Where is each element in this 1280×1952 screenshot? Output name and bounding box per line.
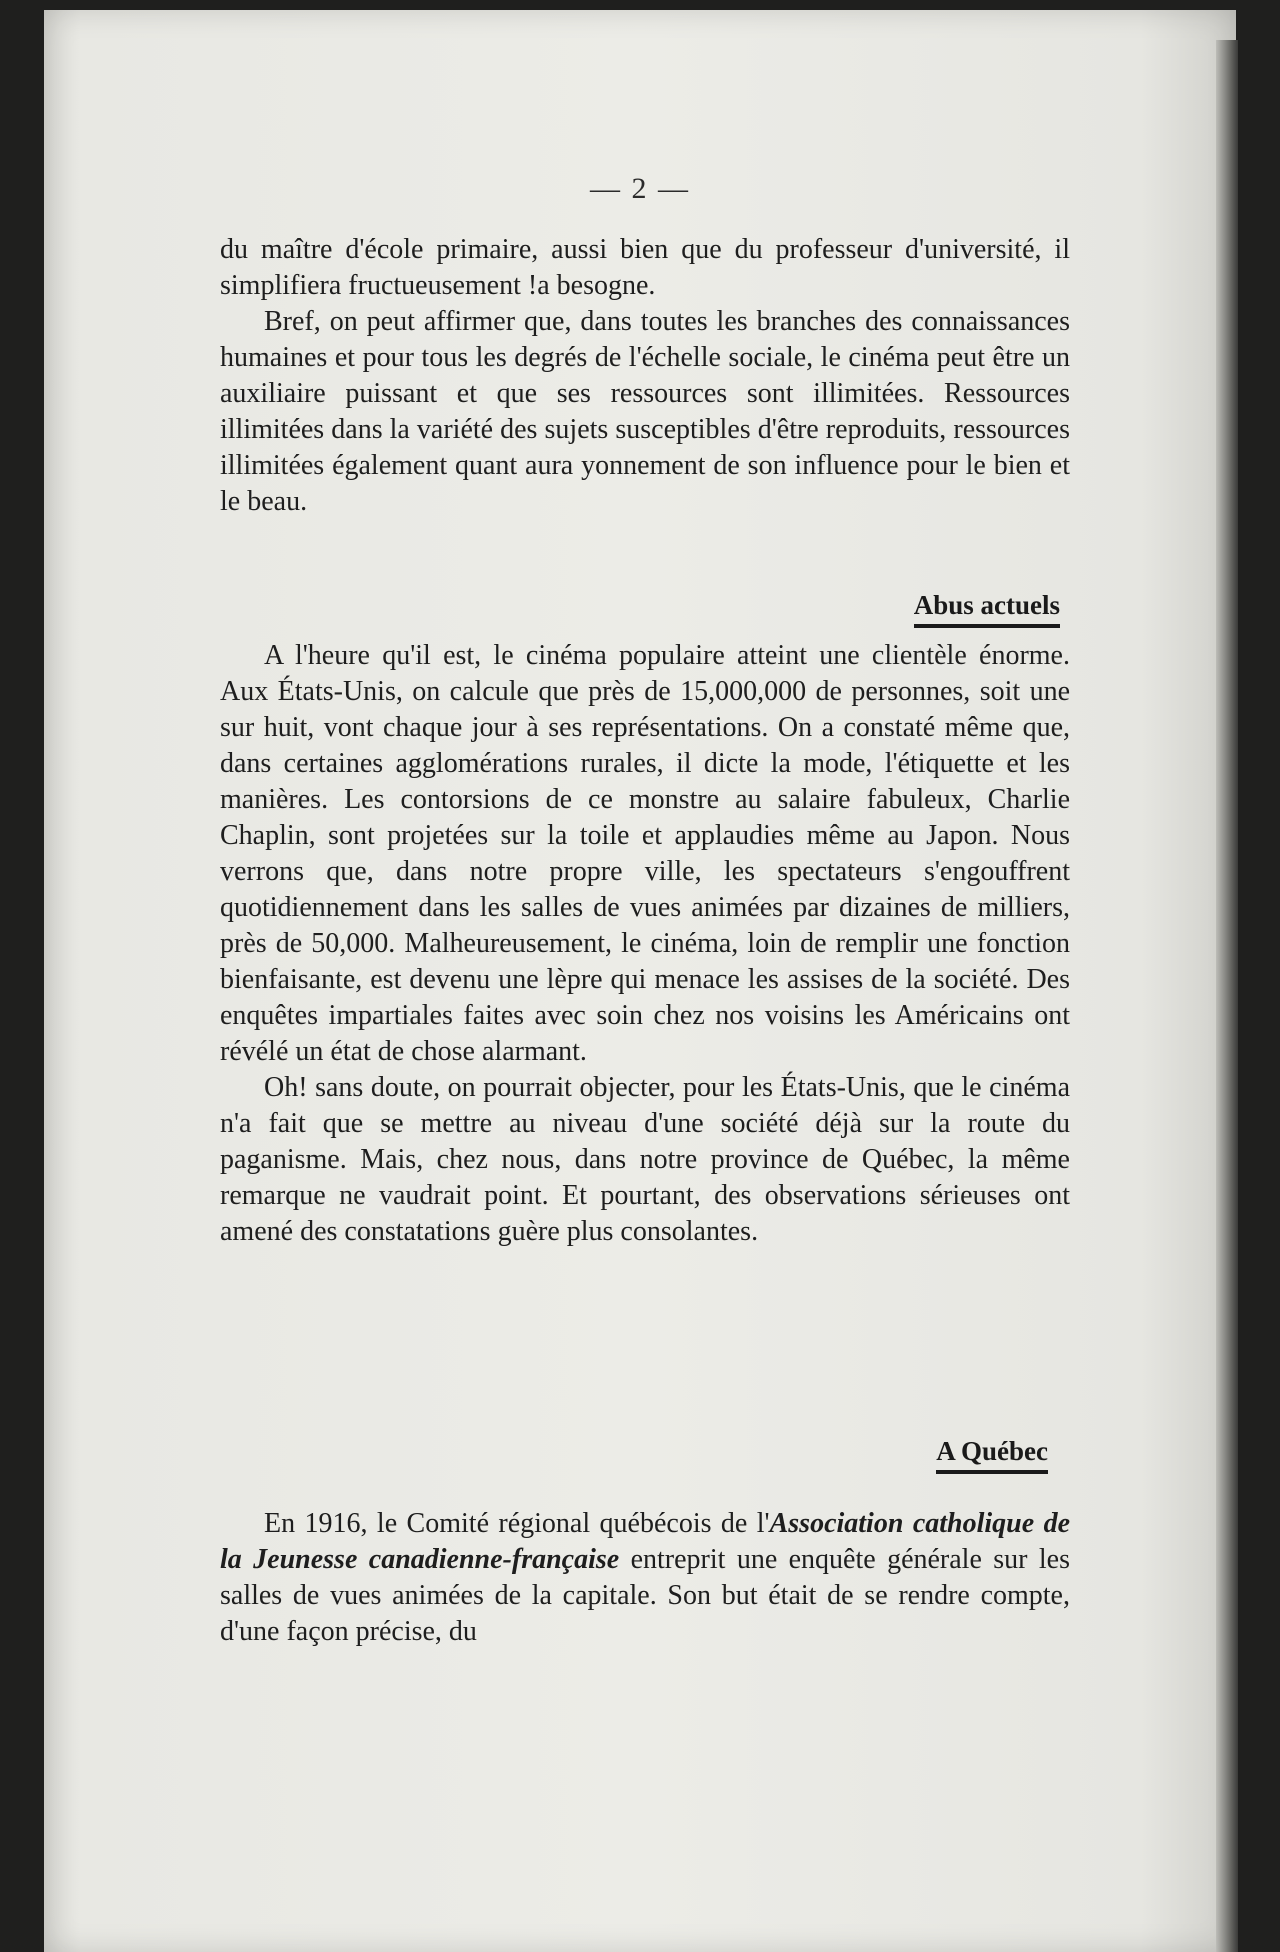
heading-a-quebec: A Québec (936, 1434, 1048, 1474)
abus-paragraph-2: Oh! sans doute, on pourrait objecter, pour les États-Unis, que le cinéma n'a fait que se mettre au niveau d'une société déjà sur la route du paganisme. Mais, chez nous, dans notre province de Québec, la même remarque ne vaudrait point. Et pourtant, des observations sérieuses ont amené des constatations guère plus consolantes. (220, 1072, 1070, 1247)
abus-paragraph-1: A l'heure qu'il est, le cinéma populaire atteint une clientèle énorme. Aux États-Unis, on calcule que près de 15,000,000 de personnes, soit une sur huit, vont chaque jour à ses représentations. On a constaté même que, dans certaines agglomérations rurales, il dicte la mode, l'étiquette et les manières. Les contorsions de ce monstre au salaire fabuleux, Charlie Chaplin, sont projetées sur la toile et applaudies même au Japon. Nous verrons que, dans notre propre ville, les spectateurs s'engouffrent quotidiennement dans les salles de vues animées par dizaines de milliers, près de 50,000. Malheureusement, le cinéma, loin de remplir une fonction bienfaisante, est devenu une lèpre qui menace les assises de la société. Des enquêtes impartiales faites avec soin chez nos voisins les Américains ont révélé un état de chose alarmant. (220, 640, 1070, 1067)
quebec-paragraph-end: entreprit une enquête générale sur les salles de vues animées de la capitale. Son but était de se rendre compte, d'une façon précise, du (220, 1544, 1070, 1647)
abus-section (220, 638, 1070, 1250)
association-name: Association catholique de la Jeunesse canadienne-française (220, 1508, 1070, 1575)
quebec-section (220, 1506, 1070, 1650)
heading-abus-actuels: Abus actuels (914, 588, 1060, 628)
page-binding-edge (1216, 40, 1238, 1952)
quebec-paragraph-start: En 1916, le Comité régional québécois de l' (264, 1508, 770, 1539)
page-number: — 2 — (590, 172, 690, 205)
quebec-paragraph-1 (220, 1506, 1070, 1650)
intro-paragraph-1: du maître d'école primaire, aussi bien que du professeur d'université, il simplifiera fructueusement !a besogne. (220, 234, 1070, 301)
intro-paragraph-2: Bref, on peut affirmer que, dans toutes les branches des connaissances humaines et pour tous les degrés de l'échelle sociale, le cinéma peut être un auxiliaire puissant et que ses ressources sont illimitées. Ressources illimitées dans la variété des sujets susceptibles d'être reproduits, ressources illimitées également quant aura yonnement de son influence pour le bien et le beau. (220, 306, 1070, 517)
intro-section (220, 232, 1070, 520)
